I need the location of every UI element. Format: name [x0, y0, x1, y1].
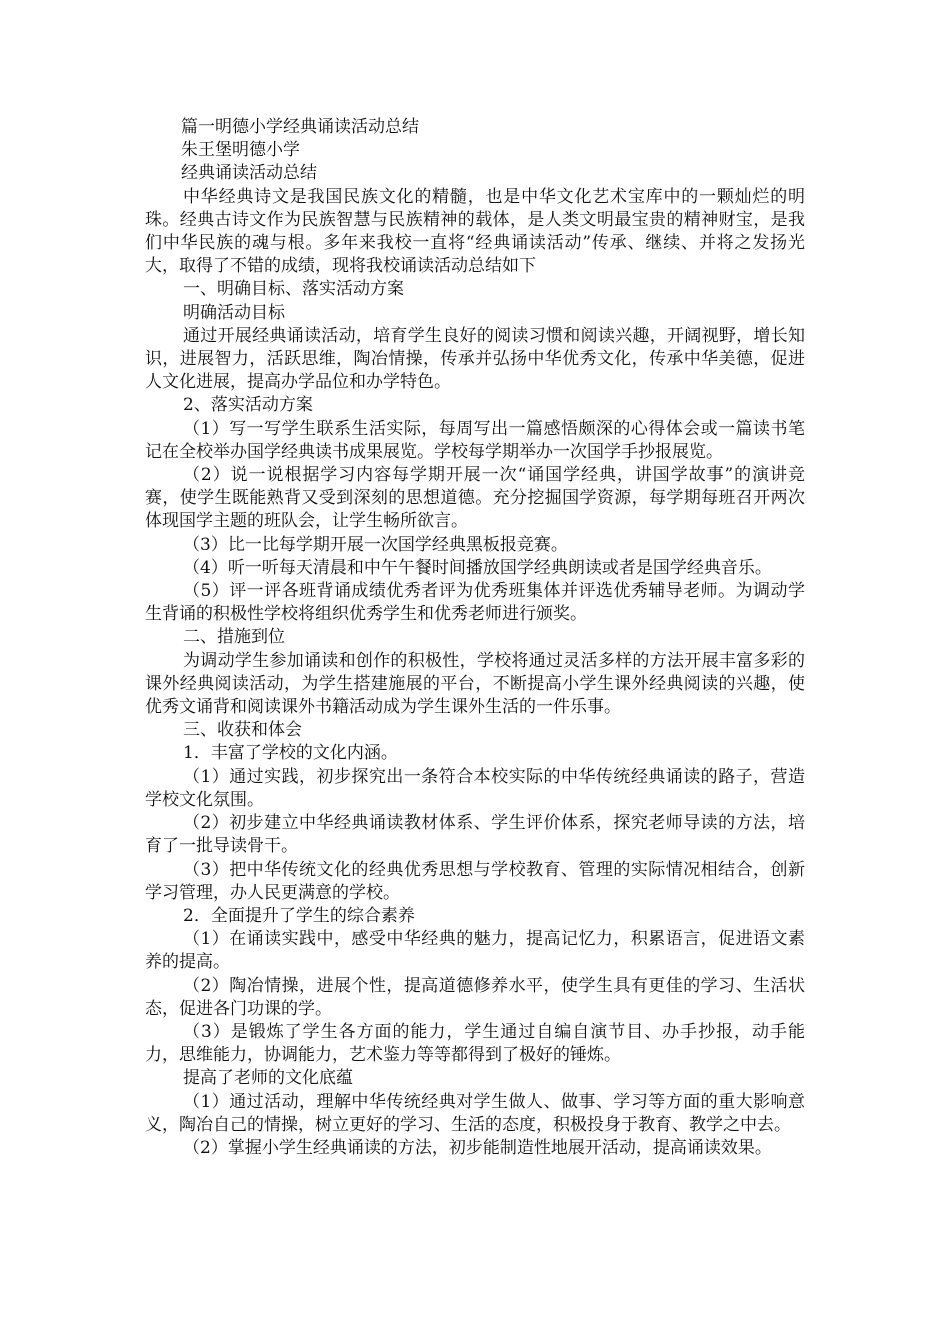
subheading-culture: 1．丰富了学校的文化内涵。	[183, 743, 398, 764]
subheading-goal: 明确活动目标	[183, 302, 285, 323]
document-subtitle: 经典诵读活动总结	[181, 163, 317, 184]
student-item-1: （1）在诵读实践中，感受中华经典的魅力，提高记忆力，积累语言，促进语文素养的提高。	[145, 929, 805, 973]
teacher-item-2: （2）掌握小学生经典诵读的方法，初步能制造性地展开活动，提高诵读效果。	[183, 1137, 772, 1158]
culture-item-1: （1）通过实践，初步探究出一条符合本校实际的中华传统经典诵读的路子，营造学校文化氛围。	[145, 766, 805, 810]
subheading-plan: 2、落实活动方案	[183, 395, 313, 416]
paragraph-goal: 通过开展经典诵读活动，培育学生良好的阅读习惯和阅读兴趣，开阔视野，增长知识，进展智力，活跃思维，陶冶情操，传承并弘扬中华优秀文化，传承中华美德，促进人文化进展，提高办学品位和办学特色。	[145, 325, 805, 393]
plan-item-2: （2）说一说根据学习内容每学期开展一次“诵国学经典，讲国学故事”的演讲竞赛，使学生既能熟背又受到深刻的思想道德。充分挖掘国学资源，每学期每班召开两次体现国学主题的班队会，让学生畅所欲言。	[145, 465, 805, 532]
student-item-2: （2）陶冶情操，进展个性，提高道德修养水平，使学生具有更佳的学习、生活状态，促进各门功课的学。	[145, 975, 805, 1019]
plan-item-5: （5）评一评各班背诵成绩优秀者评为优秀班集体并评选优秀辅导老师。为调动学生背诵的积极性学校将组织优秀学生和优秀老师进行颁奖。	[145, 581, 805, 625]
document-body	[145, 116, 805, 1160]
paragraph-intro: 中华经典诗文是我国民族文化的精髓，也是中华文化艺术宝库中的一颗灿烂的明珠。经典古诗文作为民族智慧与民族精神的载体，是人类文明最宝贵的精神财宝，是我们中华民族的魂与根。多年来我校一直将“经典诵读活动”传承、继续、并将之发扬光大，取得了不错的成绩，现将我校诵读活动总结如下	[145, 186, 805, 277]
culture-item-3: （3）把中华传统文化的经典优秀思想与学校教育、管理的实际情况相结合，创新学习管理，办人民更满意的学校。	[145, 859, 805, 903]
school-name: 朱王堡明德小学	[181, 140, 300, 161]
paragraph-measures: 为调动学生参加诵读和创作的积极性，学校将通过灵活多样的方法开展丰富多彩的课外经典阅读活动，为学生搭建施展的平台，不断提高小学生课外经典阅读的兴趣，使优秀文诵背和阅读课外书籍活动成为学生课外生活的一件乐事。	[145, 650, 805, 718]
student-item-3: （3）是锻炼了学生各方面的能力，学生通过自编自演节目、办手抄报，动手能力，思维能力，协调能力，艺术鉴力等等都得到了极好的锤炼。	[145, 1021, 805, 1066]
plan-item-3: （3）比一比每学期开展一次国学经典黑板报竞赛。	[183, 534, 568, 555]
subheading-students: 2．全面提升了学生的综合素养	[183, 905, 415, 926]
section-heading-3: 三、收获和体会	[183, 720, 302, 741]
document-title: 篇一明德小学经典诵读活动总结	[181, 117, 419, 137]
section-heading-2: 二、措施到位	[183, 627, 285, 648]
section-heading-1: 一、明确目标、落实活动方案	[183, 279, 404, 300]
teacher-item-1: （1）通过活动，理解中华传统经典对学生做人、做事、学习等方面的重大影响意义，陶冶自己的情操，树立更好的学习、生活的态度，积极投身于教育、教学之中去。	[145, 1091, 805, 1135]
plan-item-4: （4）听一听每天清晨和中午午餐时间播放国学经典朗读或者是国学经典音乐。	[183, 557, 772, 578]
culture-item-2: （2）初步建立中华经典诵读教材体系、学生评价体系，探究老师导读的方法，培育了一批导读骨干。	[145, 813, 805, 857]
plan-item-1: （1）写一写学生联系生活实际，每周写出一篇感悟颇深的心得体会或一篇读书笔记在全校举办国学经典读书成果展览。学校每学期举办一次国学手抄报展览。	[145, 418, 805, 462]
subheading-teachers: 提高了老师的文化底蕴	[183, 1068, 353, 1089]
